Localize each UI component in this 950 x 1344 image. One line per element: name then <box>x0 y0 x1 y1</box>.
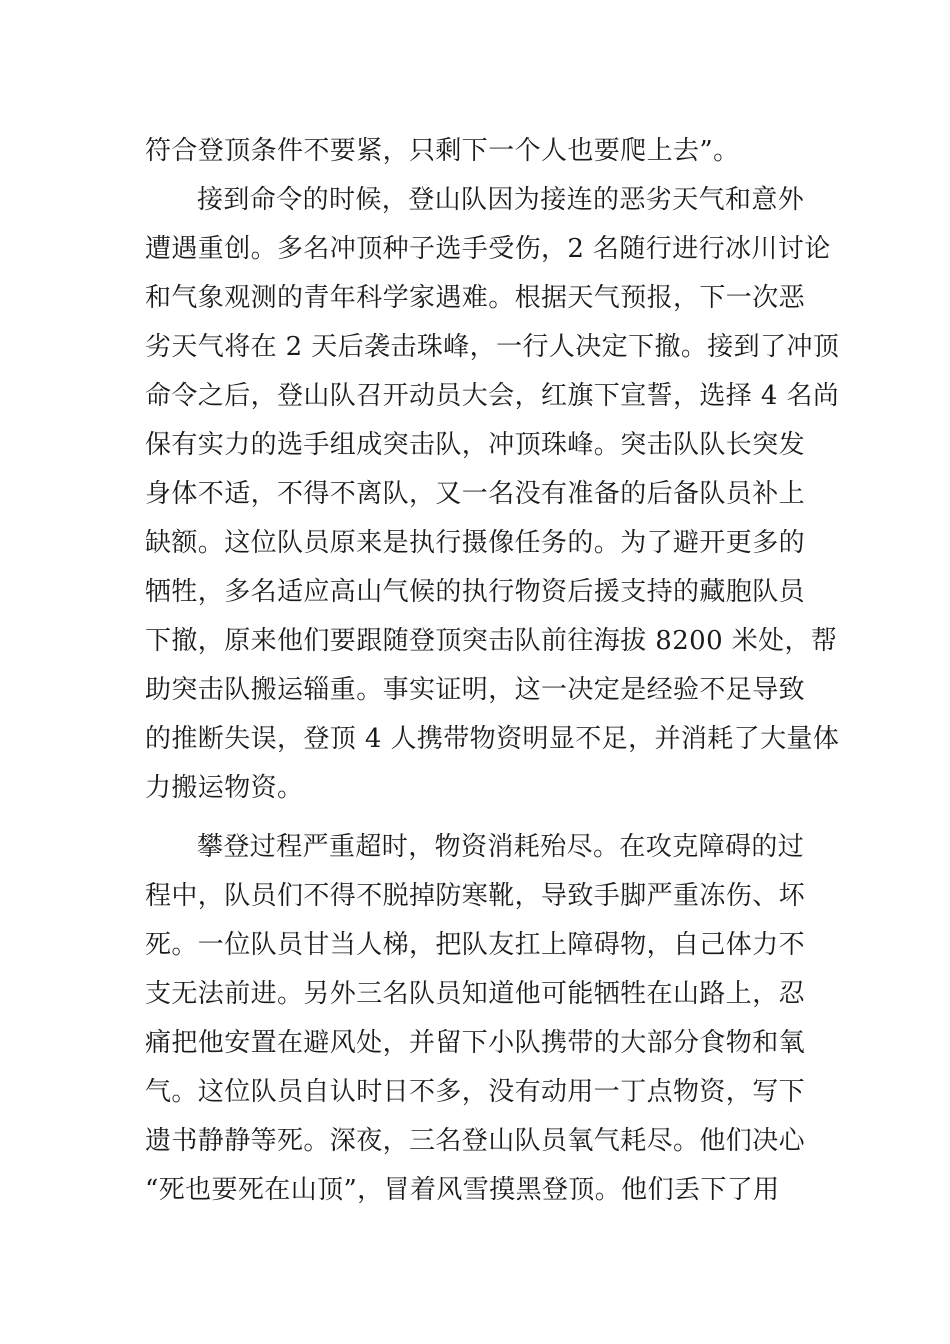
text-line-20: 气。这位队员自认时日不多，没有动用一丁点物资，写下 <box>145 1077 806 1107</box>
text-line-10: 牺牲，多名适应高山气候的执行物资后援支持的藏胞队员 <box>145 577 806 607</box>
paragraph-1-line-1: 接到命令的时候，登山队因为接连的恶劣天气和意外 <box>197 185 805 215</box>
text-line-12: 助突击队搬运辎重。事实证明，这一决定是经验不足导致 <box>145 675 806 705</box>
text-line-6: 命令之后，登山队召开动员大会，红旗下宣誓，选择 4 名尚 <box>145 381 840 411</box>
text-line-8: 身体不适，不得不离队，又一名没有准备的后备队员补上 <box>145 479 806 509</box>
text-line-1: 符合登顶条件不要紧，只剩下一个人也要爬上去”。 <box>145 136 740 166</box>
paragraph-2-line-1: 攀登过程严重超时，物资消耗殆尽。在攻克障碍的过 <box>197 832 805 862</box>
text-line-3: 遭遇重创。多名冲顶种子选手受伤，2 名随行进行冰川讨论 <box>145 234 831 264</box>
text-line-17: 死。一位队员甘当人梯，把队友扛上障碍物，自己体力不 <box>145 930 806 960</box>
text-line-5: 劣天气将在 2 天后袭击珠峰，一行人决定下撤。接到了冲顶 <box>145 332 840 362</box>
text-line-14: 力搬运物资。 <box>145 773 304 803</box>
text-line-21: 遗书静静等死。深夜，三名登山队员氧气耗尽。他们决心 <box>145 1126 806 1156</box>
text-line-4: 和气象观测的青年科学家遇难。根据天气预报，下一次恶 <box>145 283 806 313</box>
text-line-18: 支无法前进。另外三名队员知道他可能牺牲在山路上，忍 <box>145 979 806 1009</box>
text-line-7: 保有实力的选手组成突击队，冲顶珠峰。突击队队长突发 <box>145 430 806 460</box>
text-line-19: 痛把他安置在避风处，并留下小队携带的大部分食物和氧 <box>145 1028 806 1058</box>
text-line-22: “死也要死在山顶”，冒着风雪摸黑登顶。他们丢下了用 <box>145 1175 780 1205</box>
text-line-13: 的推断失误，登顶 4 人携带物资明显不足，并消耗了大量体 <box>145 724 840 754</box>
text-line-11: 下撤，原来他们要跟随登顶突击队前往海拔 8200 米处，帮 <box>145 626 838 656</box>
text-line-16: 程中，队员们不得不脱掉防寒靴，导致手脚严重冻伤、坏 <box>145 881 806 911</box>
text-line-9: 缺额。这位队员原来是执行摄像任务的。为了避开更多的 <box>145 528 806 558</box>
